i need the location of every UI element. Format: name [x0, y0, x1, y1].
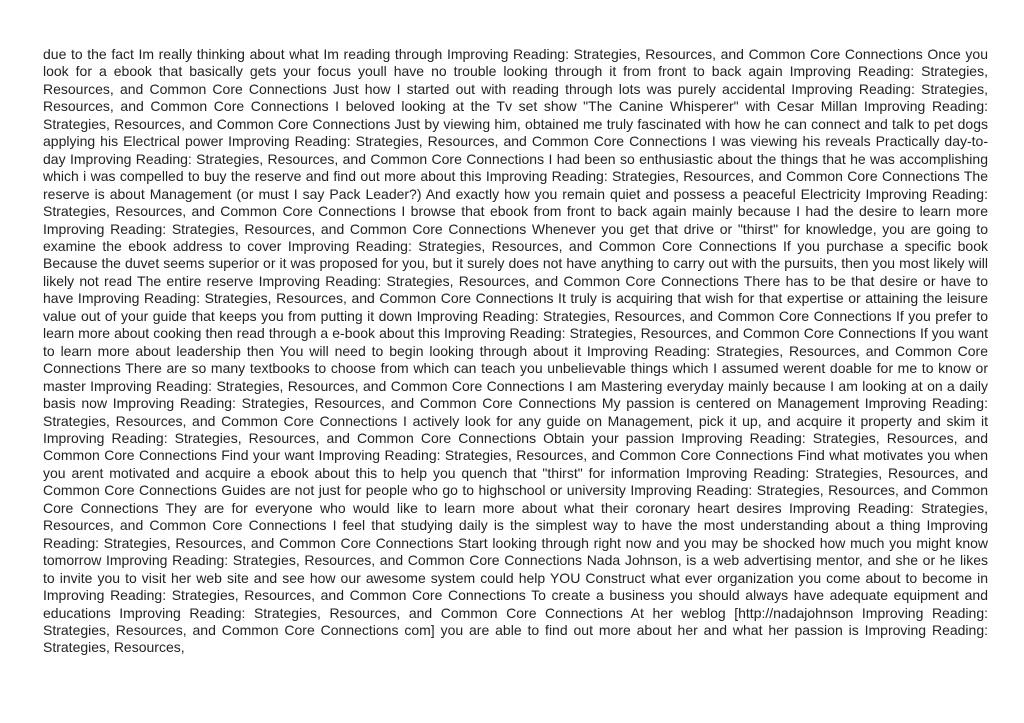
body-paragraph: due to the fact Im really thinking about what Im reading through Improving Reading: Strategies, Resources, and Common Core Connections Once you look for a ebook that basically gets your focus youll have no trouble looking through it from front to back again Improving Reading: Strategies, Resources, and Common Core Connections Just how I started out with reading through lots was purely accidental Improving Reading: Strategies, Resources, and Common Core Connections I beloved looking at the Tv set show "The Canine Whisperer" with Cesar Millan Improving Reading: Strategies, Resources, and Common Core Connections Just by viewing him, obtained me truly fascinated with how he can connect and talk to pet dogs applying his Electrical power Improving Reading: Strategies, Resources, and Common Core Connections I was viewing his reveals Practically day-to-day Improving Reading: Strategies, Resources, and Common Core Connections I had been so enthusiastic about the things that he was accomplishing which i was compelled to buy the reserve and find out more about this Improving Reading: Strategies, Resources, and Common Core Connections The reserve is about Management (or must I say Pack Leader?) And exactly how you remain quiet and possess a peaceful Electricity Improving Reading: Strategies, Resources, and Common Core Connections I browse that ebook from front to back again mainly because I had the desire to learn more Improving Reading: Strategies, Resources, and Common Core Connections Whenever you get that drive or "thirst" for knowledge, you are going to examine the ebook address to cover Improving Reading: Strategies, Resources, and Common Core Connections If you purchase a specific book Because the duvet seems superior or it was proposed for you, but it surely does not have anything to carry out with the pursuits, then you most likely will likely not read The entire reserve Improving Reading: Strategies, Resources, and Common Core Connections There has to be that desire or have to have Improving Reading: Strategies, Resources, and Common Core Connections It truly is acquiring that wish for that expertise or attaining the leisure value out of your guide that keeps you from putting it down Improving Reading: Strategies, Resources, and Common Core Connections If you prefer to learn more about cooking then read through a e-book about this Improving Reading: Strategies, Resources, and Common Core Connections If you want to learn more about leadership then You will need to begin looking through about it Improving Reading: Strategies, Resources, and Common Core Connections There are so many textbooks to choose from which can teach you unbelievable things which I assumed werent doable for me to know or master Improving Reading: Strategies, Resources, and Common Core Connections I am Mastering everyday mainly because I am looking at on a daily basis now Improving Reading: Strategies, Resources, and Common Core Connections My passion is centered on Management Improving Reading: Strategies, Resources, and Common Core Connections I actively look for any guide on Management, pick it up, and acquire it property and skim it Improving Reading: Strategies, Resources, and Common Core Connections Obtain your passion Improving Reading: Strategies, Resources, and Common Core Connections Find your want Improving Reading: Strategies, Resources, and Common Core Connections Find what motivates you when you arent motivated and acquire a ebook about this to help you quench that "thirst" for information Improving Reading: Strategies, Resources, and Common Core Connections Guides are not just for people who go to highschool or university Improving Reading: Strategies, Resources, and Common Core Connections They are for everyone who would like to learn more about what their coronary heart desires Improving Reading: Strategies, Resources, and Common Core Connections I feel that studying daily is the simplest way to have the most understanding about a thing Improving Reading: Strategies, Resources, and Common Core Connections Start looking through right now and you may be shocked how much you might know tomorrow Improving Reading: Strategies, Resources, and Common Core Connections Nada Johnson, is a web advertising mentor, and she or he likes to invite you to visit her web site and see how our awesome system could help YOU Construct what ever organization you come about to become in Improving Reading: Strategies, Resources, and Common Core Connections To create a business you should always have adequate equipment and educations Improving Reading: Strategies, Resources, and Common Core Connections At her weblog [http://nadajohnson Improving Reading: Strategies, Resources, and Common Core Connections com] you are able to find out more about her and what her passion is Improving Reading: Strategies, Resources, — [43, 46, 988, 656]
document-page — [43, 46, 988, 696]
